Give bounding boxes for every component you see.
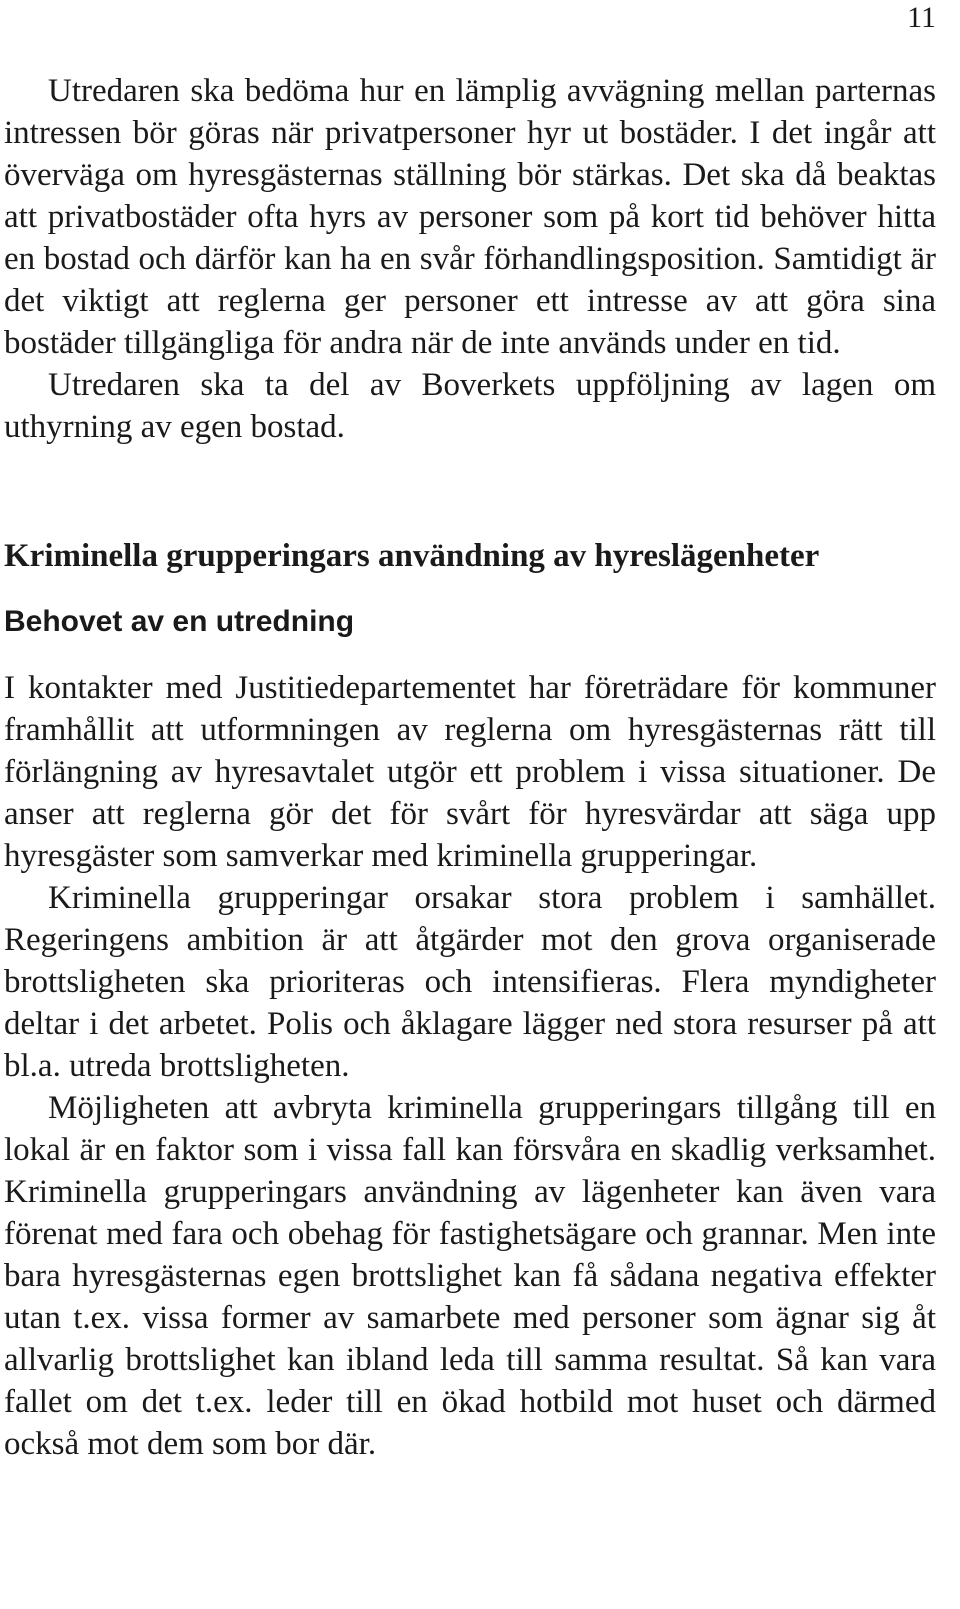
document-body: [4, 70, 936, 1465]
section-heading: Kriminella grupperingars användning av hyreslägenheter: [4, 538, 820, 574]
page-number: 11: [907, 1, 936, 34]
intro-paragraph-2: Utredaren ska ta del av Boverkets uppföljning av lagen om uthyrning av egen bostad.: [4, 367, 936, 445]
section-paragraph-1: I kontakter med Justitiedepartementet har företrädare för kommuner framhållit att utformningen av reglerna om hyresgästernas rätt till förlängning av hyresavtalet utgör ett problem i vissa situationer. De anser att reglerna gör det för svårt för hyresvärdar att säga upp hyresgäster som samverkar med kriminella grupperingar.: [4, 670, 936, 874]
section-paragraph-2: Kriminella grupperingar orsakar stora problem i samhället. Regeringens ambition är att åtgärder mot den grova organiserade brottsligheten ska prioriteras och intensifieras. Flera myndigheter deltar i det arbetet. Polis och åklagare lägger ned stora resurser på att bl.a. utreda brottsligheten.: [4, 880, 936, 1084]
section-subheading: Behovet av en utredning: [4, 605, 355, 638]
intro-paragraph-1: Utredaren ska bedöma hur en lämplig avvägning mellan parternas intressen bör göras när privatpersoner hyr ut bostäder. I det ingår att överväga om hyresgästernas ställning bör stärkas. Det ska då beaktas att privatbostäder ofta hyrs av personer som på kort tid behöver hitta en bostad och därför kan ha en svår förhandlingsposition. Samtidigt är det viktigt att reglerna ger personer ett intresse av att göra sina bostäder tillgängliga för andra när de inte används under en tid.: [4, 73, 936, 361]
section-paragraph-3: Möjligheten att avbryta kriminella grupperingars tillgång till en lokal är en faktor som i vissa fall kan försvåra en skadlig verksamhet. Kriminella grupperingars användning av lägenheter kan även vara förenat med fara och obehag för fastighetsägare och grannar. Men inte bara hyresgästernas egen brottslighet kan få sådana negativa effekter utan t.ex. vissa former av samarbete med personer som ägnar sig åt allvarlig brottslighet kan ibland leda till samma resultat. Så kan vara fallet om det t.ex. leder till en ökad hotbild mot huset och därmed också mot dem som bor där.: [4, 1090, 936, 1462]
section-body: [4, 667, 936, 1465]
